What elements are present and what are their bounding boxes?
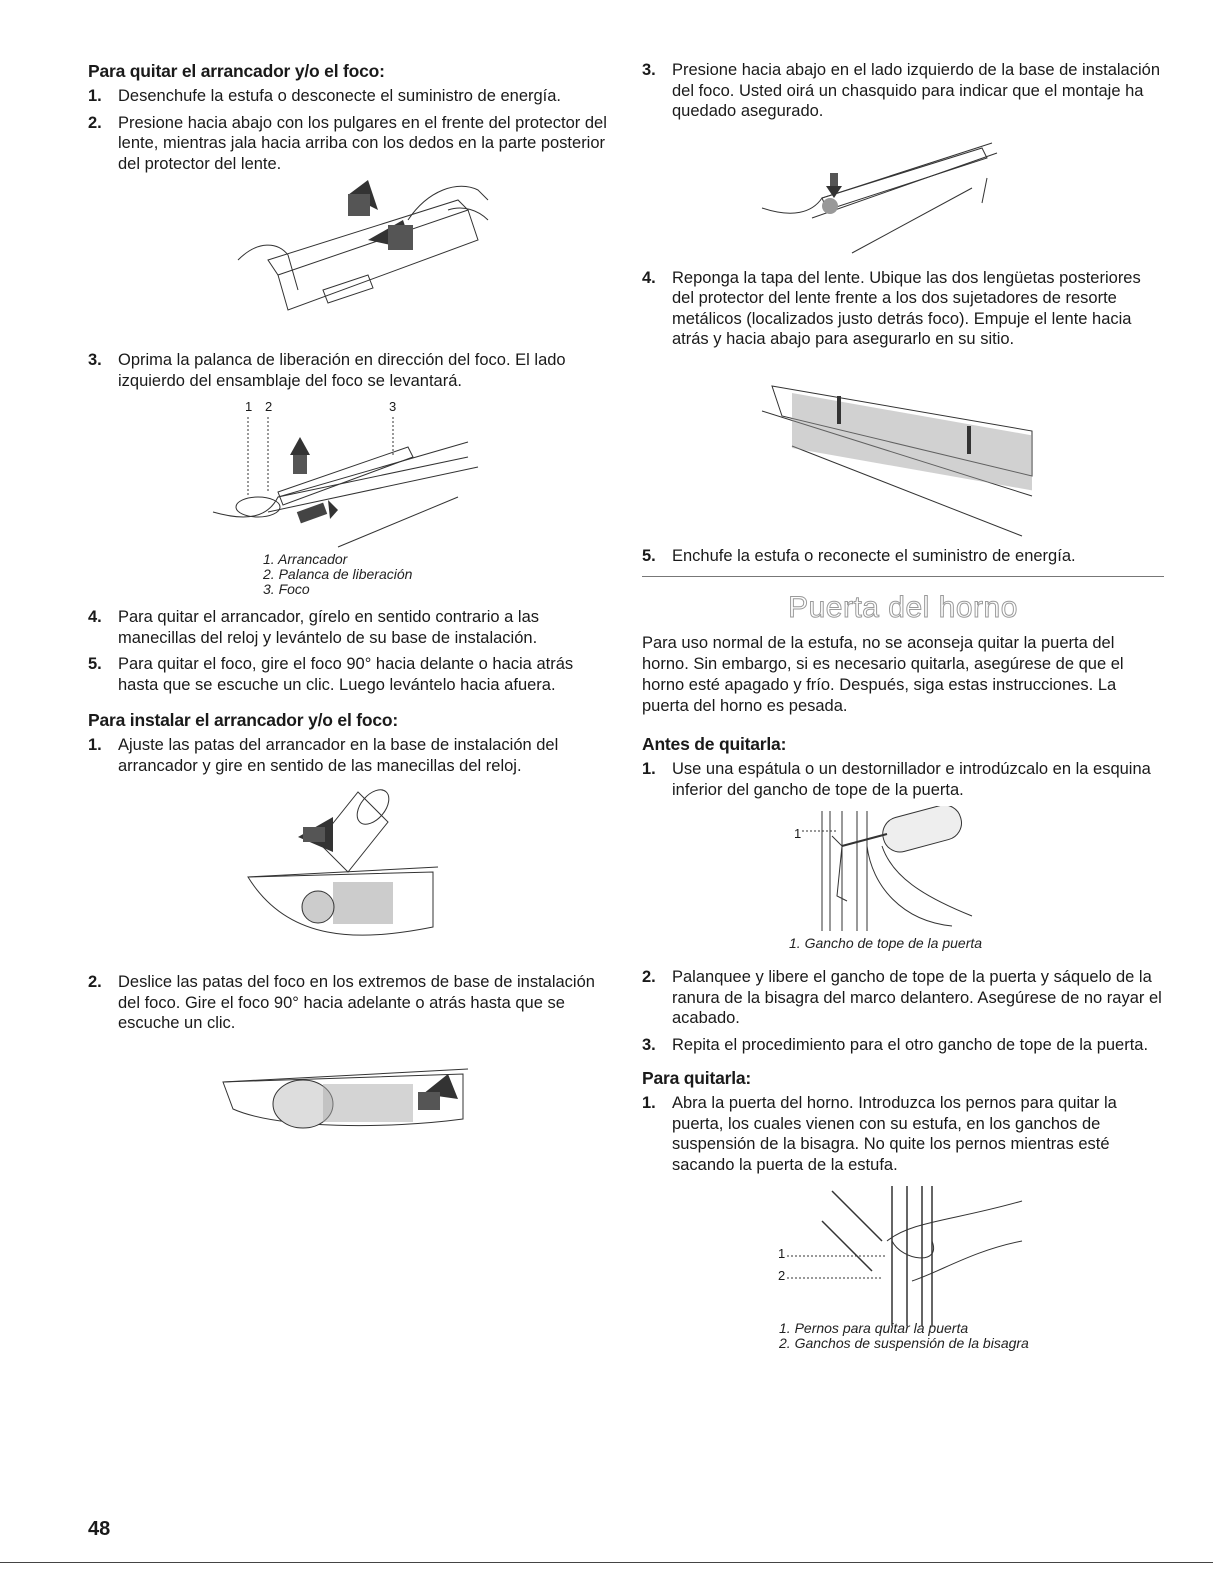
bulb-install-illustration — [218, 1064, 613, 1184]
page-number: 48 — [88, 1518, 111, 1540]
figure-label: 2 — [778, 1268, 786, 1283]
list-item — [88, 735, 613, 776]
step-number: 1. — [88, 87, 102, 105]
figure-label: 3 — [389, 399, 397, 414]
list-item — [642, 967, 1164, 1029]
heading-to-remove: Para quitarla: — [642, 1068, 752, 1088]
step-number: 2. — [88, 973, 102, 991]
step-text: Desenchufe la estufa o desconecte el suministro de energía. — [118, 87, 562, 105]
step-number: 4. — [642, 268, 656, 287]
caption-line: 3. Foco — [263, 581, 310, 597]
step-number: 3. — [88, 351, 102, 369]
starter-bulb-illustration — [208, 397, 613, 597]
step-text: Enchufe la estufa o reconecte el suministro de energía. — [672, 546, 1076, 565]
list-item — [642, 1035, 1164, 1056]
step-number: 3. — [642, 61, 656, 79]
caption-line: 1. Pernos para quitar la puerta — [779, 1320, 969, 1336]
caption-line: 2. Ganchos de suspensión de la bisagra — [779, 1335, 1029, 1351]
step-text: Para quitar el arrancador, gírelo en sentido contrario a las manecillas del reloj y levántelo de su base de instalación. — [118, 608, 539, 647]
door-hook-illustration — [782, 806, 1164, 946]
step-number: 5. — [642, 546, 656, 565]
step-text: Reponga la tapa del lente. Ubique las dos lengüetas posteriores del protector del lente frente a los dos sujetadores de resorte metálicos (localizados justo detrás foco). Empuje el lente hacia atrás y hacia abajo para asegurarlo en su sitio. — [672, 268, 1141, 348]
figure-label: 1 — [245, 399, 253, 414]
list-item — [88, 86, 613, 107]
step-number: 3. — [642, 1035, 656, 1054]
caption-line: 1. Arrancador — [263, 551, 348, 567]
step-text: Ajuste las patas del arrancador en la base de instalación del arrancador y gire en sentido de las manecillas del reloj. — [118, 736, 559, 775]
step-text: Palanquee y libere el gancho de tope de la puerta y sáquelo de la ranura de la bisagra del marco delantero. Asegúrese de no rayar el acabado. — [672, 968, 1162, 1027]
heading-before-removing: Antes de quitarla: — [642, 734, 787, 754]
list-item — [88, 607, 613, 648]
list-item — [642, 1093, 1164, 1175]
bulb-base-press-illustration — [752, 128, 1164, 268]
list-item — [88, 350, 613, 391]
figure-label: 1 — [794, 826, 802, 841]
right-column — [642, 60, 1164, 1351]
step-number: 4. — [88, 608, 102, 626]
step-text: Para quitar el foco, gire el foco 90° hacia delante o hacia atrás hasta que se escuche un clic. Luego levántelo hacia afuera. — [118, 655, 574, 694]
step-text: Presione hacia abajo con los pulgares en el frente del protector del lente, mientras jala hacia arriba con los dedos en la parte posterior del protector del lente. — [118, 113, 607, 173]
figure-label: 1 — [778, 1246, 786, 1261]
caption-line: 2. Palanca de liberación — [263, 566, 413, 582]
step-text: Repita el procedimiento para el otro gancho de tope de la puerta. — [672, 1035, 1149, 1054]
step-number: 1. — [642, 760, 656, 778]
section-divider — [642, 576, 1164, 577]
section-title: Puerta del horno — [788, 591, 1018, 624]
step-text: Use una espátula o un destornillador e introdúzcalo en la esquina inferior del gancho de tope de la puerta. — [672, 760, 1151, 799]
step-number: 5. — [88, 655, 102, 673]
door-pins-illustration — [772, 1181, 1164, 1331]
figure-label: 2 — [265, 399, 273, 414]
starter-install-illustration — [238, 782, 613, 972]
figure-caption: 1. Gancho de tope de la puerta — [789, 935, 983, 951]
step-text: Presione hacia abajo en el lado izquierdo de la base de instalación del foco. Usted oirá un chasquido para indicar que el montaje ha quedado asegurado. — [672, 61, 1161, 120]
step-text: Oprima la palanca de liberación en dirección del foco. El lado izquierdo del ensamblaje del foco se levantará. — [118, 351, 566, 390]
list-item — [88, 654, 613, 695]
step-number: 2. — [88, 113, 102, 132]
list-item — [642, 759, 1164, 800]
list-item — [642, 60, 1164, 122]
list-item — [88, 113, 613, 175]
step-text: Deslice las patas del foco en los extremos de base de instalación del foco. Gire el foco 90° hacia adelante o atrás hasta que se escuche un clic. — [118, 973, 595, 1032]
intro-paragraph: Para uso normal de la estufa, no se aconseja quitar la puerta del horno. Sin embargo, si es necesario quitarla, asegúrese de que el horno esté apagado y frío. Después, siga estas instrucciones. La puerta del horno es pesada. — [642, 634, 1124, 715]
heading-install-starter-bulb: Para instalar el arrancador y/o el foco: — [88, 710, 399, 730]
heading-remove-starter-bulb: Para quitar el arrancador y/o el foco: — [88, 61, 385, 81]
list-item — [642, 268, 1164, 350]
list-item — [642, 546, 1164, 567]
step-number: 2. — [642, 968, 656, 986]
step-text: Abra la puerta del horno. Introduzca los pernos para quitar la puerta, los cuales vienen con su estufa, en los ganchos de suspensión de la bisagra. No quite los pernos mientras esté sacando la puerta de la estufa. — [672, 1094, 1117, 1174]
left-column — [88, 60, 613, 1184]
bottom-rule — [0, 1562, 1213, 1563]
step-number: 1. — [642, 1094, 656, 1112]
list-item — [88, 972, 613, 1034]
step-number: 1. — [88, 736, 102, 754]
lens-replace-illustration — [752, 356, 1164, 546]
lens-removal-illustration — [228, 180, 613, 350]
